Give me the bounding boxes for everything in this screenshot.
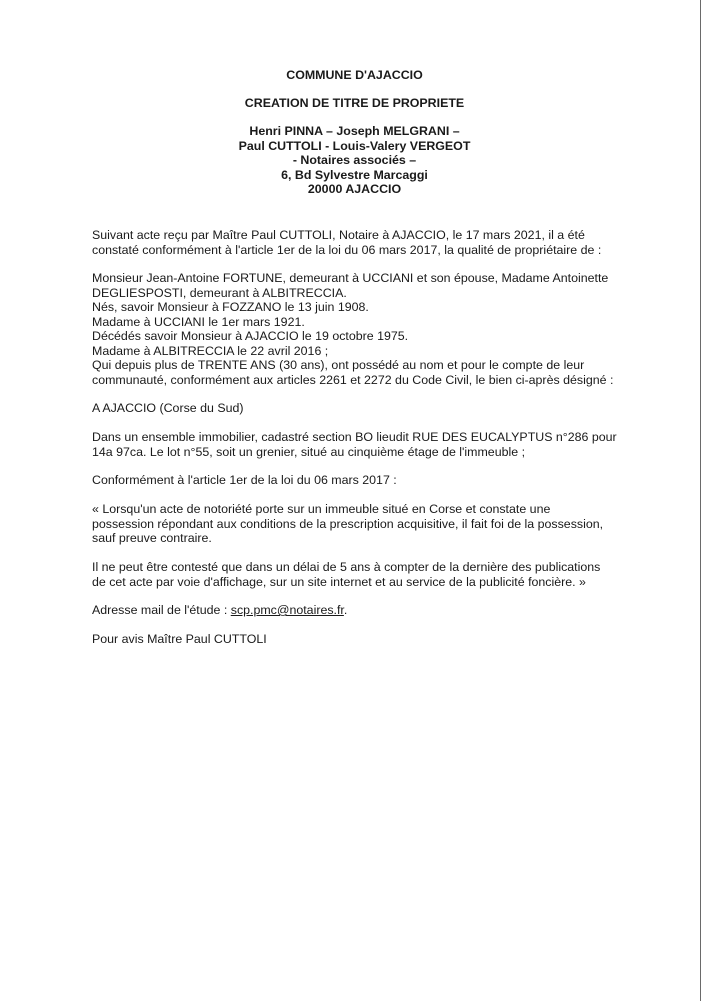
paragraph-law-intro [92,473,662,488]
paragraph-signature [92,632,662,647]
document-title: CREATION DE TITRE DE PROPRIETE [244,96,465,110]
commune-title: COMMUNE D'AJACCIO [286,68,423,82]
email-link[interactable]: scp.pmc@notaires.fr [230,603,344,617]
email-label: Adresse mail de l'étude : [92,603,231,617]
notaires-city: 20000 AJACCIO [307,182,402,197]
notaires-address: 6, Bd Sylvestre Marcaggi [281,167,428,182]
text-line: de cet acte par voie d'affichage, sur un site internet et au service de la publicité foncière. » [92,574,586,589]
paragraph-intro [92,228,662,257]
text-line: DEGLIESPOSTI, demeurant à ALBITRECCIA. [92,285,347,300]
notaires-line-3: - Notaires associés – [292,153,417,168]
notaires-line-2: Paul CUTTOLI - Louis-Valery VERGEOT [238,138,471,153]
text-line: Madame à UCCIANI le 1er mars 1921. [92,314,305,329]
header-commune [0,68,709,83]
text-line: constaté conformément à l'article 1er de la loi du 06 mars 2017, la qualité de propriétaire de : [92,242,602,257]
text-line: A AJACCIO (Corse du Sud) [92,401,244,415]
paragraph-law-quote [92,502,662,546]
paragraph-property [92,430,662,459]
text-line: Dans un ensemble immobilier, cadastré section BO lieudit RUE DES EUCALYPTUS n°286 pour [92,430,617,444]
signature: Pour avis Maître Paul CUTTOLI [92,632,267,646]
paragraph-email [92,603,662,618]
paragraph-possession [92,358,662,387]
email-line [92,603,662,618]
paragraph-owners [92,271,662,359]
email-suffix: . [343,603,348,617]
text-line: sauf preuve contraire. [92,531,212,546]
text-line: Qui depuis plus de TRENTE ANS (30 ans), ont possédé au nom et pour le compte de leur [92,358,585,372]
text-line: Décédés savoir Monsieur à AJACCIO le 19 octobre 1975. [92,329,409,344]
header-notaires [0,124,709,197]
text-line: Madame à ALBITRECCIA le 22 avril 2016 ; [92,343,329,358]
notaires-line-1: Henri PINNA – Joseph MELGRANI – [249,124,460,138]
paragraph-contest [92,560,662,589]
text-line: « Lorsqu'un acte de notoriété porte sur un immeuble situé en Corse et constate une [92,502,551,516]
paragraph-location [92,401,662,416]
text-line: Monsieur Jean-Antoine FORTUNE, demeurant à UCCIANI et son épouse, Madame Antoinette [92,271,609,285]
text-line: communauté, conformément aux articles 2261 et 2272 du Code Civil, le bien ci-après désigné : [92,372,614,387]
text-line: Suivant acte reçu par Maître Paul CUTTOLI, Notaire à AJACCIO, le 17 mars 2021, il a été [92,228,585,242]
header-title [0,96,709,111]
text-line: possession répondant aux conditions de la prescription acquisitive, il fait foi de la possession, [92,516,604,531]
text-line: Conformément à l'article 1er de la loi du 06 mars 2017 : [92,473,397,487]
text-line: Il ne peut être contesté que dans un délai de 5 ans à compter de la dernière des publications [92,560,601,574]
text-line: Nés, savoir Monsieur à FOZZANO le 13 juin 1908. [92,300,369,315]
text-line: 14a 97ca. Le lot n°55, soit un grenier, situé au cinquième étage de l'immeuble ; [92,444,526,459]
